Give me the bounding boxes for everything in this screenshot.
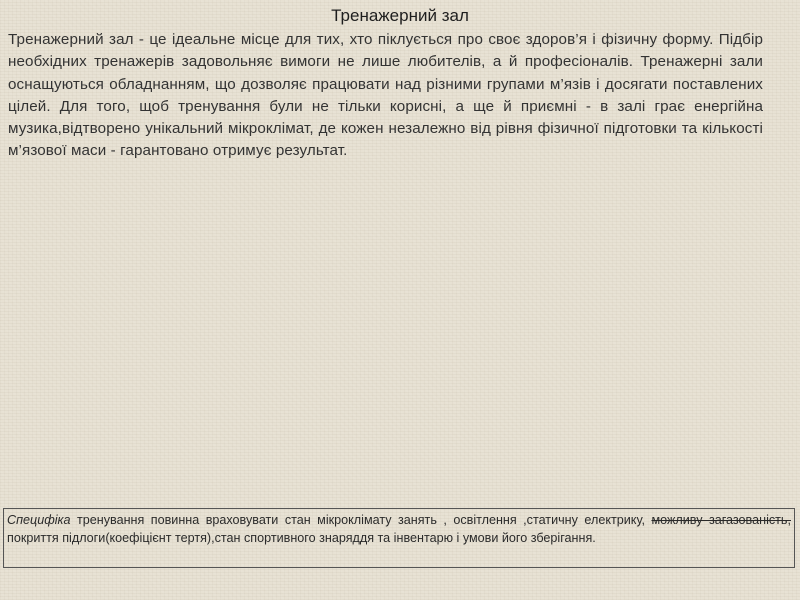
note-struck-text: можливу загазованість, xyxy=(651,513,791,527)
body-paragraph: Тренажерний зал - це ідеальне місце для тих, хто піклується про своє здоров’я і фізичну форму. Підбір необхідних тренажерів задовольняє вимоги не лише любителів, а й професіоналів. Тренажерні зали оснащуються обладнанням, що дозволяє працювати над різними групами м’язів і досягати поставлених цілей. Для того, щоб тренування були не тільки корисні, а ще й приємні - в залі грає енергійна музика,відтворено унікальний мікроклімат, де кожен незалежно від рівня фізичної підготовки та кількості м’язової маси - гарантовано отримує результат. xyxy=(8,31,763,160)
note-box xyxy=(3,508,795,568)
slide-title: Тренажерний зал xyxy=(331,6,469,25)
note-lead: Специфіка xyxy=(7,513,71,527)
note-text-part2: покриття підлоги(коефіцієнт тертя),стан спортивного знаряддя та інвентарю і умови його зберігання. xyxy=(7,530,596,545)
note-text-part1: тренування повинна враховувати стан мікроклімату занять , освітлення ,статичну електрику, xyxy=(70,513,652,527)
